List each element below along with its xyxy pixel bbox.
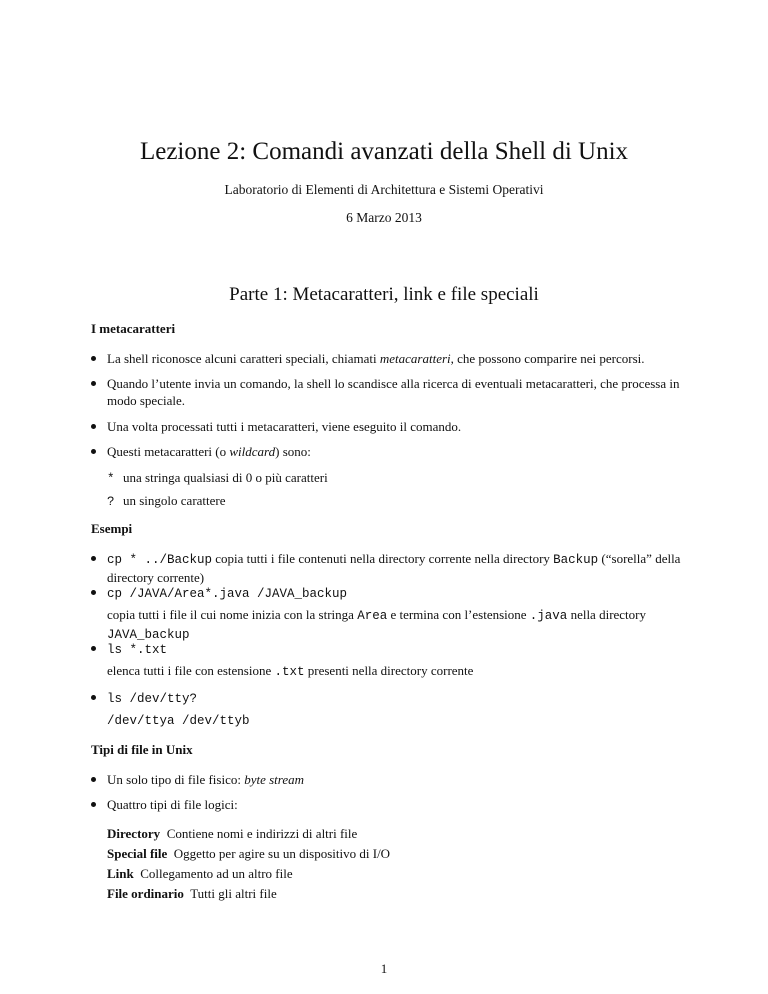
list-item: Questi metacaratteri (o wildcard) sono: (91, 443, 683, 460)
bullet-icon (91, 777, 96, 782)
example-description: elenca tutti i file con estensione .txt presenti nella directory corrente (107, 663, 474, 679)
list-item: Un solo tipo di file fisico: byte stream (91, 771, 683, 788)
bullet-icon (91, 802, 96, 807)
list-item: ls *.txt (91, 640, 683, 659)
list-item: cp /JAVA/Area*.java /JAVA_backup (91, 584, 683, 603)
bullet-icon (91, 695, 96, 700)
list-item: Quando l’utente invia un comando, la shell lo scandisce alla ricerca di eventuali metacaratteri, che processa in modo speciale. (91, 375, 683, 409)
wildcard-item: * una stringa qualsiasi di 0 o più caratteri (107, 470, 328, 486)
definition-item: File ordinario Tutti gli altri file (107, 886, 277, 901)
list-item: Quattro tipi di file logici: (91, 796, 683, 813)
bullet-icon (91, 449, 96, 454)
example-description: copia tutti i file il cui nome inizia con la stringa Area e termina con l’estensione .java nella directory JAVA_backup (107, 607, 646, 642)
section-heading-esempi: Esempi (91, 521, 133, 536)
definition-item: Directory Contiene nomi e indirizzi di altri file (107, 826, 358, 841)
list-item: ls /dev/tty? (91, 689, 683, 708)
section-heading-metacaratteri: I metacaratteri (91, 321, 176, 336)
document-date: 6 Marzo 2013 (346, 210, 422, 225)
bullet-icon (91, 556, 96, 561)
bullet-icon (91, 590, 96, 595)
definition-item: Link Collegamento ad un altro file (107, 866, 293, 881)
list-item: Una volta processati tutti i metacaratteri, viene eseguito il comando. (91, 418, 683, 435)
section-heading-tipi-di-file: Tipi di file in Unix (91, 742, 193, 757)
part1-title: Parte 1: Metacaratteri, link e file speciali (229, 284, 539, 305)
bullet-icon (91, 381, 96, 386)
bullet-icon (91, 646, 96, 651)
example-output: /dev/ttya /dev/ttyb (107, 714, 250, 728)
document-title: Lezione 2: Comandi avanzati della Shell di Unix (139, 138, 629, 165)
list-item: La shell riconosce alcuni caratteri speciali, chiamati metacaratteri, che possono comparire nei percorsi. (91, 350, 683, 367)
list-item: cp * ../Backup copia tutti i file contenuti nella directory corrente nella directory Backup (“sorella” della directory corrente) (91, 550, 683, 586)
course-name: Laboratorio di Elementi di Architettura e Sistemi Operativi (224, 182, 544, 197)
wildcard-item: ? un singolo carattere (107, 493, 226, 509)
definition-item: Special file Oggetto per agire su un dispositivo di I/O (107, 846, 391, 861)
page-number: 1 (380, 961, 388, 976)
bullet-icon (91, 356, 96, 361)
bullet-icon (91, 424, 96, 429)
